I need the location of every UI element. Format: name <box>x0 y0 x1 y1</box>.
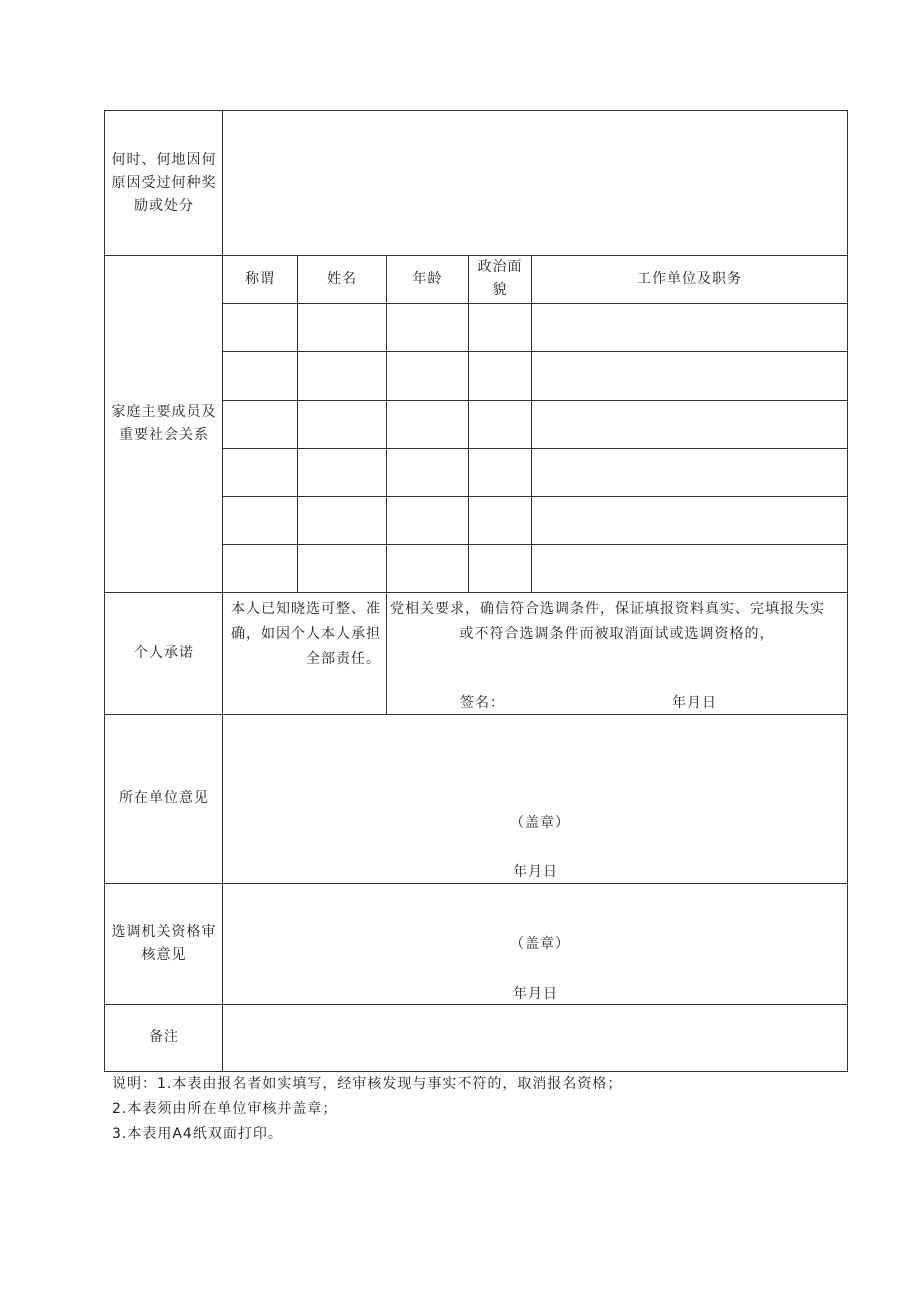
family-cell[interactable] <box>532 352 847 400</box>
family-cell[interactable] <box>532 304 847 351</box>
commitment-divider <box>386 592 387 714</box>
family-cell[interactable] <box>298 497 386 544</box>
family-cell[interactable] <box>469 401 531 448</box>
family-cell[interactable] <box>532 401 847 448</box>
unit-opinion-label: 所在单位意见 <box>119 790 209 806</box>
unit-date: 年月日 <box>513 864 558 880</box>
review-opinion-label: 选调机关资格审核意见 <box>111 923 217 963</box>
family-cell[interactable] <box>387 352 468 400</box>
family-cell[interactable] <box>387 497 468 544</box>
family-cell[interactable] <box>223 401 297 448</box>
note-line-1: 说明：1.本表由报名者如实填写，经审核发现与事实不符的，取消报名资格； <box>112 1076 623 1092</box>
note-line-2: 2.本表须由所在单位审核并盖章； <box>112 1101 338 1117</box>
family-cell[interactable] <box>387 449 468 496</box>
commitment-label: 个人承诺 <box>134 644 194 661</box>
family-cell[interactable] <box>469 352 531 400</box>
commitment-text-left: 本人已知晓选可整、准确，如因个人本人承担全部责任。 <box>231 601 381 667</box>
header-age: 年龄 <box>412 270 443 287</box>
family-cell[interactable] <box>223 449 297 496</box>
family-cell[interactable] <box>387 545 468 592</box>
signature-label: 签名： <box>460 695 505 711</box>
review-stamp: （盖章） <box>510 936 570 952</box>
header-work-unit: 工作单位及职务 <box>637 270 742 287</box>
family-cell[interactable] <box>532 497 847 544</box>
remarks-label: 备注 <box>149 1029 179 1045</box>
remarks-value[interactable] <box>223 1005 847 1071</box>
header-name: 姓名 <box>327 270 357 287</box>
family-cell[interactable] <box>469 449 531 496</box>
registration-form-table <box>104 110 848 1072</box>
commitment-text-line1: 党相关要求，确信符合选调条件，保证填报资料真实、完填报失实 <box>390 601 825 617</box>
commitment-date: 年月日 <box>672 695 717 711</box>
family-cell[interactable] <box>469 497 531 544</box>
family-label: 家庭主要成员及重要社会关系 <box>111 403 217 443</box>
family-cell[interactable] <box>223 497 297 544</box>
family-cell[interactable] <box>223 545 297 592</box>
family-cell[interactable] <box>532 449 847 496</box>
family-cell[interactable] <box>298 449 386 496</box>
family-cell[interactable] <box>387 304 468 351</box>
header-appellation: 称谓 <box>245 270 275 287</box>
commitment-text-line2: 或不符合选调条件而被取消面试或选调资格的， <box>459 626 775 642</box>
family-cell[interactable] <box>298 401 386 448</box>
rewards-label: 何时、何地因何原因受过何种奖励或处分 <box>111 151 217 214</box>
rewards-value[interactable] <box>223 111 847 255</box>
family-cell[interactable] <box>387 401 468 448</box>
family-cell[interactable] <box>298 545 386 592</box>
family-cell[interactable] <box>223 304 297 351</box>
form-notes <box>112 1072 852 1147</box>
family-cell[interactable] <box>469 545 531 592</box>
family-cell[interactable] <box>469 304 531 351</box>
unit-stamp: （盖章） <box>510 815 570 831</box>
family-cell[interactable] <box>298 352 386 400</box>
family-cell[interactable] <box>223 352 297 400</box>
family-cell[interactable] <box>298 304 386 351</box>
family-cell[interactable] <box>532 545 847 592</box>
header-political-status: 政治面貌 <box>477 259 523 298</box>
note-line-3: 3.本表用A4纸双面打印。 <box>112 1126 283 1142</box>
review-date: 年月日 <box>513 986 558 1002</box>
